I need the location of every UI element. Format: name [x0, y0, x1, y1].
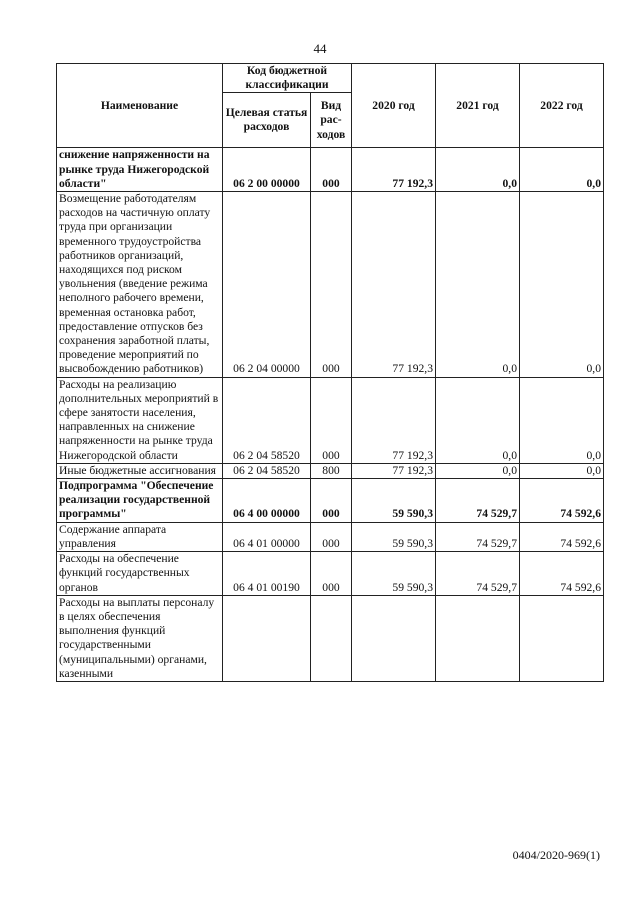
table-row: [57, 377, 604, 463]
cell-2021: 74 529,7: [436, 552, 520, 596]
cell-expense-type: 000: [311, 148, 352, 192]
cell-name: Возмещение работодателям расходов на частичную оплату труда при организации временного трудоустройства работников организаций, находящихся под риском увольнения (введение режима неполного рабочего времени, временная остановка работ, предоставление отпусков без сохранения заработной платы, проведение мероприятий по высвобождению работников): [57, 192, 223, 378]
header-expense-type: Вид рас-ходов: [311, 93, 352, 148]
page-number: 44: [313, 41, 327, 56]
cell-2022: 74 592,6: [520, 552, 604, 596]
cell-target-item: 06 4 00 00000: [223, 479, 311, 523]
cell-target-item: 06 2 04 58520: [223, 463, 311, 478]
table-row: [57, 552, 604, 596]
cell-target-item: 06 4 01 00190: [223, 552, 311, 596]
cell-name: Содержание аппарата управления: [57, 522, 223, 551]
header-2021: 2021 год: [436, 64, 520, 148]
cell-2021: 74 529,7: [436, 479, 520, 523]
cell-name: Расходы на реализацию дополнительных мероприятий в сфере занятости населения, направленных на снижение напряженности на рынке труда Нижегородской области: [57, 377, 223, 463]
cell-target-item: 06 2 04 58520: [223, 377, 311, 463]
cell-2022: 0,0: [520, 463, 604, 478]
cell-2020: 77 192,3: [352, 192, 436, 378]
cell-2020: 59 590,3: [352, 522, 436, 551]
table-row: [57, 479, 604, 523]
budget-table-body: [57, 148, 604, 682]
cell-target-item: 06 2 04 00000: [223, 192, 311, 378]
cell-2022: 0,0: [520, 148, 604, 192]
header-2022: 2022 год: [520, 64, 604, 148]
cell-2022: 74 592,6: [520, 522, 604, 551]
cell-target-item: 06 4 01 00000: [223, 522, 311, 551]
table-row: [57, 595, 604, 681]
cell-target-item: [223, 595, 311, 681]
table-row: [57, 192, 604, 378]
cell-name: Расходы на выплаты персоналу в целях обеспечения выполнения функций государственными (муниципальными) органами, казенными: [57, 595, 223, 681]
cell-2022: 0,0: [520, 377, 604, 463]
cell-2020: 77 192,3: [352, 148, 436, 192]
document-code: 0404/2020-969(1): [512, 848, 600, 862]
header-2020: 2020 год: [352, 64, 436, 148]
cell-2020: [352, 595, 436, 681]
cell-name: Расходы на обеспечение функций государственных органов: [57, 552, 223, 596]
cell-2021: 0,0: [436, 192, 520, 378]
cell-2021: 0,0: [436, 377, 520, 463]
cell-2022: 74 592,6: [520, 479, 604, 523]
cell-expense-type: 800: [311, 463, 352, 478]
header-code-group: Код бюджетной классификации: [223, 64, 352, 93]
cell-target-item: 06 2 00 00000: [223, 148, 311, 192]
cell-2021: 0,0: [436, 148, 520, 192]
cell-expense-type: 000: [311, 552, 352, 596]
cell-expense-type: 000: [311, 377, 352, 463]
table-row: [57, 463, 604, 478]
cell-2022: [520, 595, 604, 681]
budget-table: [56, 63, 604, 682]
cell-2021: 0,0: [436, 463, 520, 478]
cell-expense-type: 000: [311, 522, 352, 551]
table-row: [57, 148, 604, 192]
cell-expense-type: 000: [311, 192, 352, 378]
cell-2020: 77 192,3: [352, 377, 436, 463]
cell-name: Иные бюджетные ассигнования: [57, 463, 223, 478]
header-target-item: Целевая статья расходов: [223, 93, 311, 148]
cell-name: Подпрограмма "Обеспечение реализации государственной программы": [57, 479, 223, 523]
cell-2020: 59 590,3: [352, 479, 436, 523]
header-name: Наименование: [57, 64, 223, 148]
cell-expense-type: [311, 595, 352, 681]
cell-2020: 77 192,3: [352, 463, 436, 478]
cell-name: снижение напряженности на рынке труда Нижегородской области": [57, 148, 223, 192]
cell-2021: [436, 595, 520, 681]
table-row: [57, 522, 604, 551]
cell-2020: 59 590,3: [352, 552, 436, 596]
cell-2022: 0,0: [520, 192, 604, 378]
cell-expense-type: 000: [311, 479, 352, 523]
cell-2021: 74 529,7: [436, 522, 520, 551]
